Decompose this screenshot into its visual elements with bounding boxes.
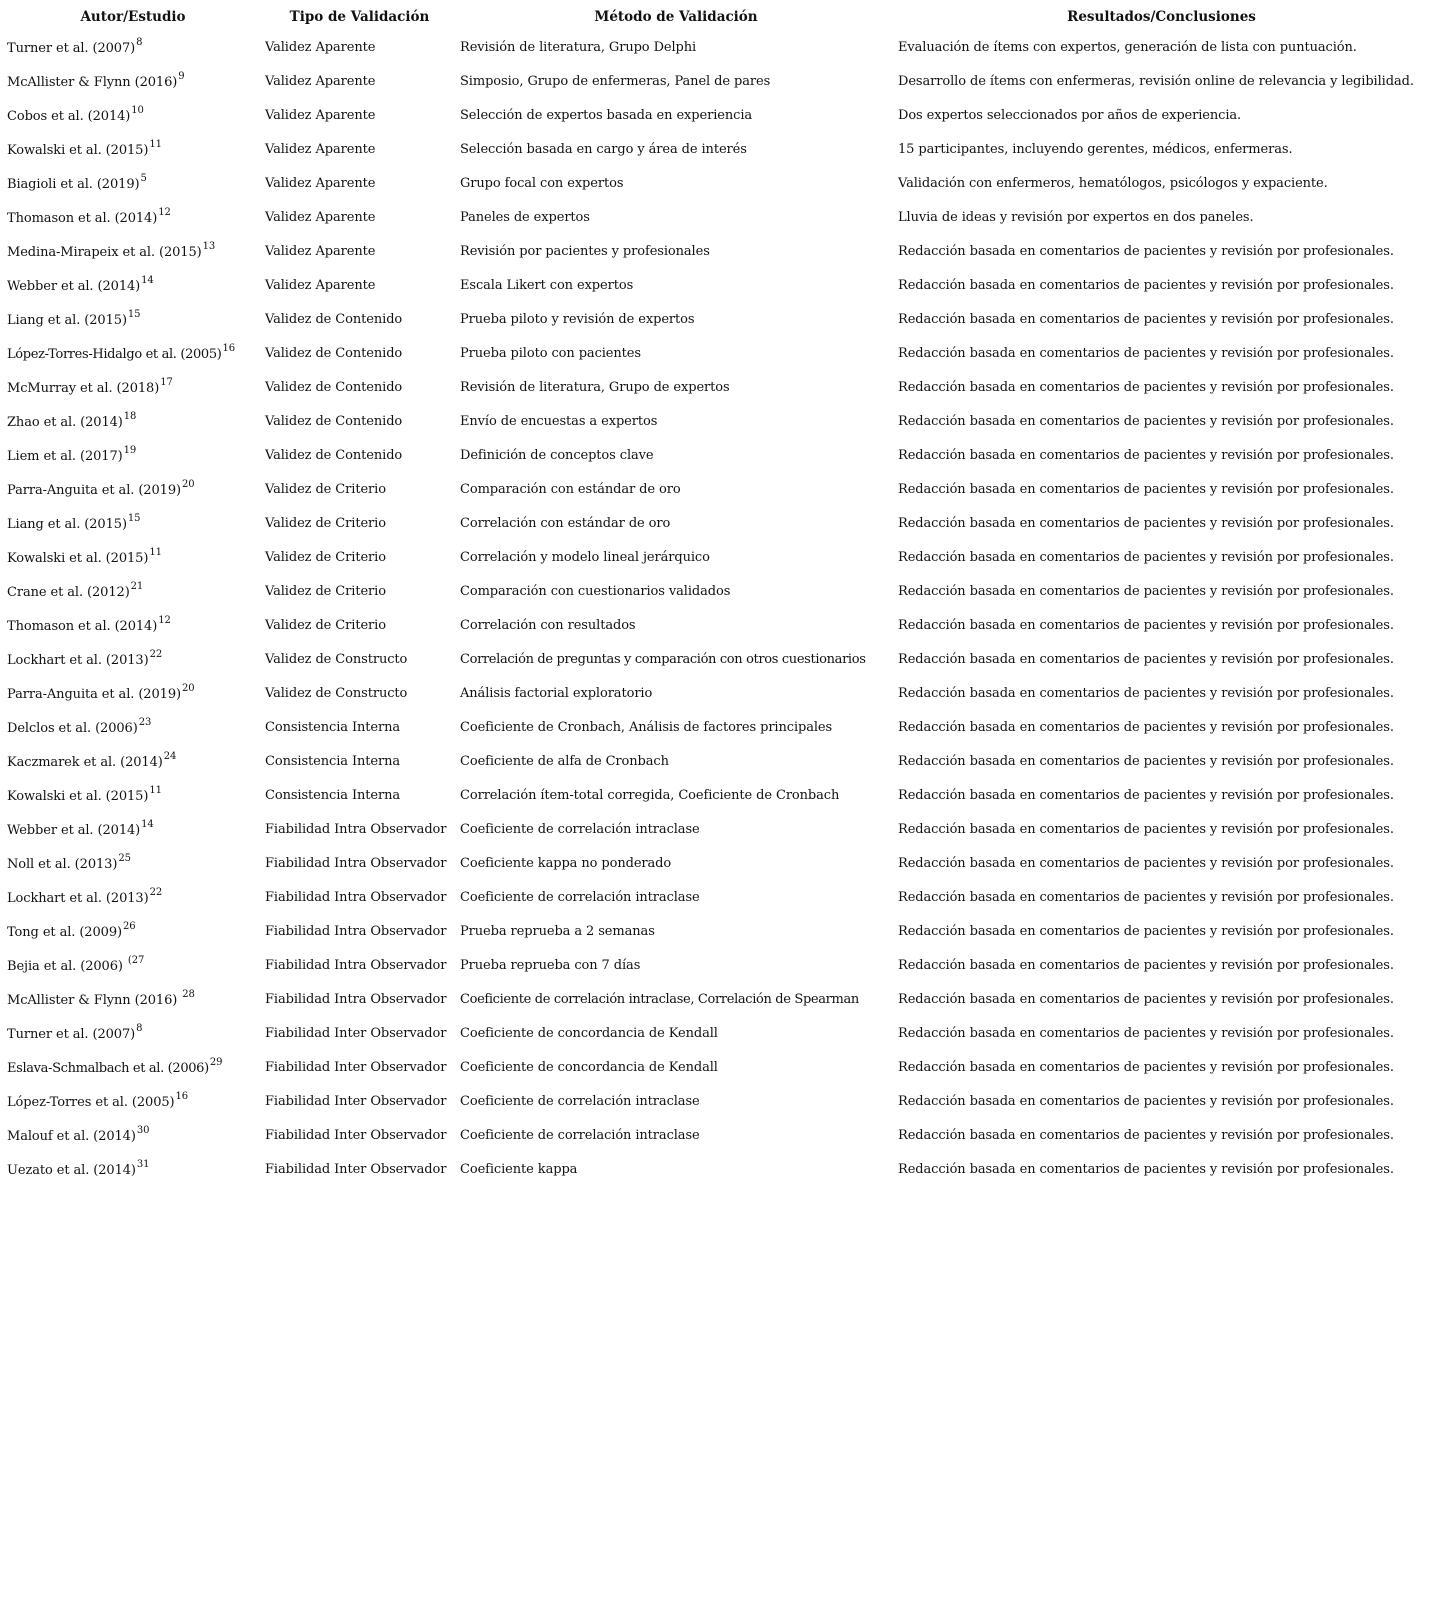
table-row: [4, 1016, 1428, 1050]
author-cell: [4, 166, 262, 200]
author-name: Kaczmarek et al. (2014): [7, 755, 163, 770]
validation-type-cell: Fiabilidad Inter Observador: [265, 1127, 447, 1143]
author-name: Bejia et al. (2006): [7, 959, 127, 974]
result-cell: Redacción basada en comentarios de pacientes y revisión por profesionales.: [898, 855, 1394, 871]
result-cell: Redacción basada en comentarios de pacientes y revisión por profesionales.: [898, 243, 1394, 259]
reference-number: 23: [138, 716, 152, 728]
result-cell: Redacción basada en comentarios de pacientes y revisión por profesionales.: [898, 821, 1394, 837]
result-cell: Redacción basada en comentarios de pacientes y revisión por profesionales.: [898, 957, 1394, 973]
author-cell: [4, 1016, 262, 1050]
author-cell: [4, 710, 262, 744]
author-name: Thomason et al. (2014): [7, 619, 158, 634]
table-row: [4, 200, 1428, 234]
author-name: Parra-Anguita et al. (2019): [7, 687, 181, 702]
reference-number: 29: [209, 1056, 223, 1068]
validation-type-cell: Validez de Constructo: [265, 685, 408, 701]
reference-number: 15: [127, 512, 141, 524]
author-name: Medina-Mirapeix et al. (2015): [7, 245, 202, 260]
table-row: [4, 472, 1428, 506]
reference-number: 5: [140, 172, 147, 184]
author-name: Liem et al. (2017): [7, 449, 123, 464]
validation-method-cell: Revisión por pacientes y profesionales: [460, 243, 710, 259]
table-row: [4, 98, 1428, 132]
author-cell: [4, 64, 262, 98]
reference-number: 20: [181, 478, 195, 490]
validation-method-cell: Análisis factorial exploratorio: [460, 685, 653, 701]
validation-method-cell: Coeficiente de correlación intraclase: [460, 889, 700, 905]
table-row: [4, 982, 1428, 1016]
author-name: McAllister & Flynn (2016): [7, 75, 178, 90]
validation-method-cell: Definición de conceptos clave: [460, 447, 654, 463]
author-cell: [4, 506, 262, 540]
validation-method-cell: Prueba reprueba con 7 días: [460, 957, 641, 973]
validation-type-cell: Validez de Contenido: [265, 379, 403, 395]
validation-type-cell: Validez de Criterio: [265, 515, 386, 531]
author-cell: [4, 268, 262, 302]
table-row: [4, 268, 1428, 302]
validation-type-cell: Fiabilidad Intra Observador: [265, 923, 447, 939]
validation-method-cell: Coeficiente kappa: [460, 1161, 578, 1177]
result-cell: Validación con enfermeros, hematólogos, psicólogos y expaciente.: [898, 175, 1328, 191]
validation-type-cell: Validez de Constructo: [265, 651, 408, 667]
validation-type-cell: Validez de Criterio: [265, 617, 386, 633]
table-row: [4, 744, 1428, 778]
author-cell: [4, 948, 262, 982]
validation-method-cell: Prueba piloto y revisión de expertos: [460, 311, 695, 327]
table-row: [4, 1118, 1428, 1152]
author-name: Turner et al. (2007): [7, 41, 136, 56]
result-cell: Redacción basada en comentarios de pacientes y revisión por profesionales.: [898, 991, 1394, 1007]
reference-number: 16: [222, 342, 236, 354]
author-cell: [4, 336, 262, 370]
author-cell: [4, 1084, 262, 1118]
validation-method-cell: Correlación y modelo lineal jerárquico: [460, 549, 710, 565]
reference-number: 10: [131, 104, 144, 116]
author-cell: [4, 540, 262, 574]
author-name: Cobos et al. (2014): [7, 109, 131, 124]
reference-number: 31: [136, 1158, 150, 1170]
header-method: Método de Validación: [594, 9, 758, 25]
author-name: Delclos et al. (2006): [7, 721, 138, 736]
validation-type-cell: Fiabilidad Intra Observador: [265, 957, 447, 973]
author-name: Liang et al. (2015): [7, 313, 127, 328]
author-name: Biagioli et al. (2019): [7, 177, 140, 192]
result-cell: Redacción basada en comentarios de pacientes y revisión por profesionales.: [898, 617, 1394, 633]
reference-number: 18: [123, 410, 137, 422]
table-row: [4, 336, 1428, 370]
validation-type-cell: Validez Aparente: [265, 39, 376, 55]
validation-type-cell: Consistencia Interna: [265, 753, 401, 769]
reference-number: 12: [158, 614, 171, 626]
author-cell: [4, 30, 262, 64]
validation-method-cell: Coeficiente de alfa de Cronbach: [460, 753, 669, 769]
validation-type-cell: Consistencia Interna: [265, 719, 401, 735]
table-row: [4, 880, 1428, 914]
author-name: Kowalski et al. (2015): [7, 143, 149, 158]
reference-number: 30: [136, 1124, 150, 1136]
validation-type-cell: Validez de Contenido: [265, 311, 403, 327]
result-cell: Redacción basada en comentarios de pacientes y revisión por profesionales.: [898, 481, 1394, 497]
table-row: [4, 812, 1428, 846]
validation-method-cell: Coeficiente de concordancia de Kendall: [460, 1025, 718, 1041]
result-cell: Redacción basada en comentarios de pacientes y revisión por profesionales.: [898, 1127, 1394, 1143]
validation-table: [4, 4, 1428, 1186]
result-cell: Desarrollo de ítems con enfermeras, revisión online de relevancia y legibilidad.: [898, 73, 1414, 89]
reference-number: 12: [158, 206, 171, 218]
author-name: Turner et al. (2007): [7, 1027, 136, 1042]
author-cell: [4, 200, 262, 234]
validation-type-cell: Validez de Contenido: [265, 413, 403, 429]
table-row: [4, 778, 1428, 812]
validation-method-cell: Escala Likert con expertos: [460, 277, 634, 293]
validation-method-cell: Revisión de literatura, Grupo de expertos: [460, 379, 730, 395]
reference-number: 26: [122, 920, 136, 932]
author-cell: [4, 472, 262, 506]
author-cell: [4, 846, 262, 880]
result-cell: Redacción basada en comentarios de pacientes y revisión por profesionales.: [898, 311, 1394, 327]
result-cell: Redacción basada en comentarios de pacientes y revisión por profesionales.: [898, 1025, 1394, 1041]
reference-number: 13: [202, 240, 216, 252]
table-header: [4, 4, 1428, 30]
validation-type-cell: Validez Aparente: [265, 277, 376, 293]
author-cell: [4, 982, 262, 1016]
author-name: Webber et al. (2014): [7, 279, 141, 294]
author-name: McMurray et al. (2018): [7, 381, 160, 396]
result-cell: Lluvia de ideas y revisión por expertos en dos paneles.: [898, 209, 1254, 225]
author-cell: [4, 1050, 262, 1084]
validation-type-cell: Validez Aparente: [265, 107, 376, 123]
result-cell: Redacción basada en comentarios de pacientes y revisión por profesionales.: [898, 1093, 1394, 1109]
result-cell: Redacción basada en comentarios de pacientes y revisión por profesionales.: [898, 685, 1394, 701]
table-row: [4, 574, 1428, 608]
table-row: [4, 710, 1428, 744]
result-cell: Redacción basada en comentarios de pacientes y revisión por profesionales.: [898, 1161, 1394, 1177]
validation-method-cell: Simposio, Grupo de enfermeras, Panel de pares: [460, 73, 771, 89]
reference-number: 25: [118, 852, 131, 864]
author-cell: [4, 778, 262, 812]
validation-method-cell: Coeficiente de correlación intraclase: [460, 1127, 700, 1143]
validation-method-cell: Revisión de literatura, Grupo Delphi: [460, 39, 697, 55]
table-row: [4, 676, 1428, 710]
author-name: Thomason et al. (2014): [7, 211, 158, 226]
validation-type-cell: Fiabilidad Inter Observador: [265, 1025, 447, 1041]
validation-type-cell: Fiabilidad Intra Observador: [265, 821, 447, 837]
table-row: [4, 846, 1428, 880]
author-cell: [4, 234, 262, 268]
validation-method-cell: Correlación con estándar de oro: [460, 515, 671, 531]
table-row: [4, 1152, 1428, 1186]
table-row: [4, 302, 1428, 336]
validation-method-cell: Coeficiente de Cronbach, Análisis de factores principales: [460, 719, 833, 735]
result-cell: Redacción basada en comentarios de pacientes y revisión por profesionales.: [898, 719, 1394, 735]
author-cell: [4, 404, 262, 438]
reference-number: 19: [123, 444, 137, 456]
validation-method-cell: Coeficiente de correlación intraclase: [460, 1093, 700, 1109]
table-body: [4, 30, 1428, 1186]
reference-number: 21: [130, 580, 144, 592]
author-name: Liang et al. (2015): [7, 517, 127, 532]
validation-type-cell: Validez de Contenido: [265, 447, 403, 463]
reference-number: 11: [149, 546, 162, 558]
validation-method-cell: Paneles de expertos: [460, 209, 590, 225]
author-name: López-Torres et al. (2005): [7, 1095, 175, 1110]
author-cell: [4, 132, 262, 166]
reference-number: 14: [141, 274, 154, 286]
table-row: [4, 234, 1428, 268]
table-row: [4, 132, 1428, 166]
author-name: Webber et al. (2014): [7, 823, 141, 838]
author-name: Kowalski et al. (2015): [7, 789, 149, 804]
reference-number: 28: [182, 988, 195, 1000]
reference-number: (27: [127, 954, 145, 966]
result-cell: Redacción basada en comentarios de pacientes y revisión por profesionales.: [898, 447, 1394, 463]
table-row: [4, 1050, 1428, 1084]
validation-type-cell: Fiabilidad Inter Observador: [265, 1161, 447, 1177]
table-row: [4, 506, 1428, 540]
reference-number: 17: [160, 376, 173, 388]
author-name: Uezato et al. (2014): [7, 1163, 136, 1178]
header-results: Resultados/Conclusiones: [1067, 9, 1256, 25]
reference-number: 24: [163, 750, 177, 762]
validation-method-cell: Prueba reprueba a 2 semanas: [460, 923, 655, 939]
table-row: [4, 438, 1428, 472]
table-row: [4, 370, 1428, 404]
validation-method-cell: Selección basada en cargo y área de interés: [460, 141, 747, 157]
author-name: López-Torres-Hidalgo et al. (2005): [7, 347, 222, 362]
author-name: Noll et al. (2013): [7, 857, 118, 872]
validation-method-cell: Coeficiente de concordancia de Kendall: [460, 1059, 718, 1075]
validation-method-cell: Comparación con cuestionarios validados: [460, 583, 731, 599]
result-cell: Redacción basada en comentarios de pacientes y revisión por profesionales.: [898, 583, 1394, 599]
author-name: Lockhart et al. (2013): [7, 653, 149, 668]
result-cell: Redacción basada en comentarios de pacientes y revisión por profesionales.: [898, 515, 1394, 531]
reference-number: 15: [127, 308, 141, 320]
validation-method-cell: Coeficiente de correlación intraclase, Correlación de Spearman: [460, 991, 859, 1007]
author-cell: [4, 302, 262, 336]
validation-type-cell: Validez de Criterio: [265, 583, 386, 599]
author-name: Tong et al. (2009): [7, 925, 122, 940]
result-cell: Redacción basada en comentarios de pacientes y revisión por profesionales.: [898, 1059, 1394, 1075]
validation-method-cell: Correlación de preguntas y comparación con otros cuestionarios: [460, 651, 866, 667]
document-page: [4, 4, 1428, 1186]
validation-method-cell: Grupo focal con expertos: [460, 175, 624, 191]
reference-number: 22: [149, 648, 163, 660]
validation-method-cell: Coeficiente de correlación intraclase: [460, 821, 700, 837]
author-cell: [4, 880, 262, 914]
author-name: McAllister & Flynn (2016): [7, 993, 182, 1008]
author-cell: [4, 1118, 262, 1152]
result-cell: Redacción basada en comentarios de pacientes y revisión por profesionales.: [898, 923, 1394, 939]
validation-method-cell: Comparación con estándar de oro: [460, 481, 681, 497]
table-row: [4, 642, 1428, 676]
validation-type-cell: Fiabilidad Inter Observador: [265, 1059, 447, 1075]
table-row: [4, 608, 1428, 642]
table-row: [4, 948, 1428, 982]
reference-number: 8: [136, 1022, 143, 1034]
result-cell: Redacción basada en comentarios de pacientes y revisión por profesionales.: [898, 549, 1394, 565]
table-row: [4, 914, 1428, 948]
result-cell: Redacción basada en comentarios de pacientes y revisión por profesionales.: [898, 889, 1394, 905]
reference-number: 11: [149, 138, 162, 150]
author-cell: [4, 642, 262, 676]
validation-method-cell: Correlación con resultados: [460, 617, 636, 633]
author-cell: [4, 438, 262, 472]
validation-method-cell: Envío de encuestas a expertos: [460, 413, 658, 429]
validation-type-cell: Consistencia Interna: [265, 787, 401, 803]
validation-type-cell: Fiabilidad Intra Observador: [265, 855, 447, 871]
result-cell: Dos expertos seleccionados por años de experiencia.: [898, 107, 1242, 123]
reference-number: 9: [178, 70, 185, 82]
author-name: Parra-Anguita et al. (2019): [7, 483, 181, 498]
validation-method-cell: Correlación ítem-total corregida, Coeficiente de Cronbach: [460, 787, 840, 803]
reference-number: 16: [175, 1090, 189, 1102]
table-row: [4, 30, 1428, 64]
table-row: [4, 1084, 1428, 1118]
reference-number: 11: [149, 784, 162, 796]
result-cell: Evaluación de ítems con expertos, generación de lista con puntuación.: [898, 39, 1357, 55]
validation-type-cell: Validez de Criterio: [265, 549, 386, 565]
author-name: Zhao et al. (2014): [7, 415, 123, 430]
header-row: [4, 4, 1428, 30]
result-cell: Redacción basada en comentarios de pacientes y revisión por profesionales.: [898, 379, 1394, 395]
reference-number: 22: [149, 886, 163, 898]
validation-method-cell: Coeficiente kappa no ponderado: [460, 855, 672, 871]
author-cell: [4, 608, 262, 642]
result-cell: Redacción basada en comentarios de pacientes y revisión por profesionales.: [898, 753, 1394, 769]
validation-type-cell: Validez Aparente: [265, 175, 376, 191]
author-cell: [4, 812, 262, 846]
author-cell: [4, 1152, 262, 1186]
result-cell: Redacción basada en comentarios de pacientes y revisión por profesionales.: [898, 787, 1394, 803]
header-type: Tipo de Validación: [289, 9, 430, 25]
result-cell: 15 participantes, incluyendo gerentes, médicos, enfermeras.: [898, 141, 1293, 157]
header-author: Autor/Estudio: [80, 9, 186, 25]
author-cell: [4, 370, 262, 404]
author-name: Malouf et al. (2014): [7, 1129, 136, 1144]
table-row: [4, 540, 1428, 574]
validation-type-cell: Validez Aparente: [265, 141, 376, 157]
validation-type-cell: Fiabilidad Intra Observador: [265, 889, 447, 905]
validation-type-cell: Validez de Criterio: [265, 481, 386, 497]
reference-number: 14: [141, 818, 154, 830]
author-name: Kowalski et al. (2015): [7, 551, 149, 566]
validation-type-cell: Validez de Contenido: [265, 345, 403, 361]
author-name: Lockhart et al. (2013): [7, 891, 149, 906]
result-cell: Redacción basada en comentarios de pacientes y revisión por profesionales.: [898, 413, 1394, 429]
validation-type-cell: Validez Aparente: [265, 243, 376, 259]
reference-number: 8: [136, 36, 143, 48]
validation-type-cell: Validez Aparente: [265, 73, 376, 89]
validation-method-cell: Prueba piloto con pacientes: [460, 345, 641, 361]
validation-type-cell: Fiabilidad Intra Observador: [265, 991, 447, 1007]
reference-number: 20: [181, 682, 195, 694]
validation-type-cell: Validez Aparente: [265, 209, 376, 225]
author-cell: [4, 98, 262, 132]
result-cell: Redacción basada en comentarios de pacientes y revisión por profesionales.: [898, 277, 1394, 293]
author-cell: [4, 744, 262, 778]
table-row: [4, 166, 1428, 200]
author-name: Eslava-Schmalbach et al. (2006): [7, 1061, 209, 1076]
author-name: Crane et al. (2012): [7, 585, 130, 600]
author-cell: [4, 676, 262, 710]
validation-type-cell: Fiabilidad Inter Observador: [265, 1093, 447, 1109]
table-row: [4, 64, 1428, 98]
result-cell: Redacción basada en comentarios de pacientes y revisión por profesionales.: [898, 345, 1394, 361]
table-row: [4, 404, 1428, 438]
validation-method-cell: Selección de expertos basada en experiencia: [460, 107, 753, 123]
author-cell: [4, 574, 262, 608]
author-cell: [4, 914, 262, 948]
result-cell: Redacción basada en comentarios de pacientes y revisión por profesionales.: [898, 651, 1394, 667]
